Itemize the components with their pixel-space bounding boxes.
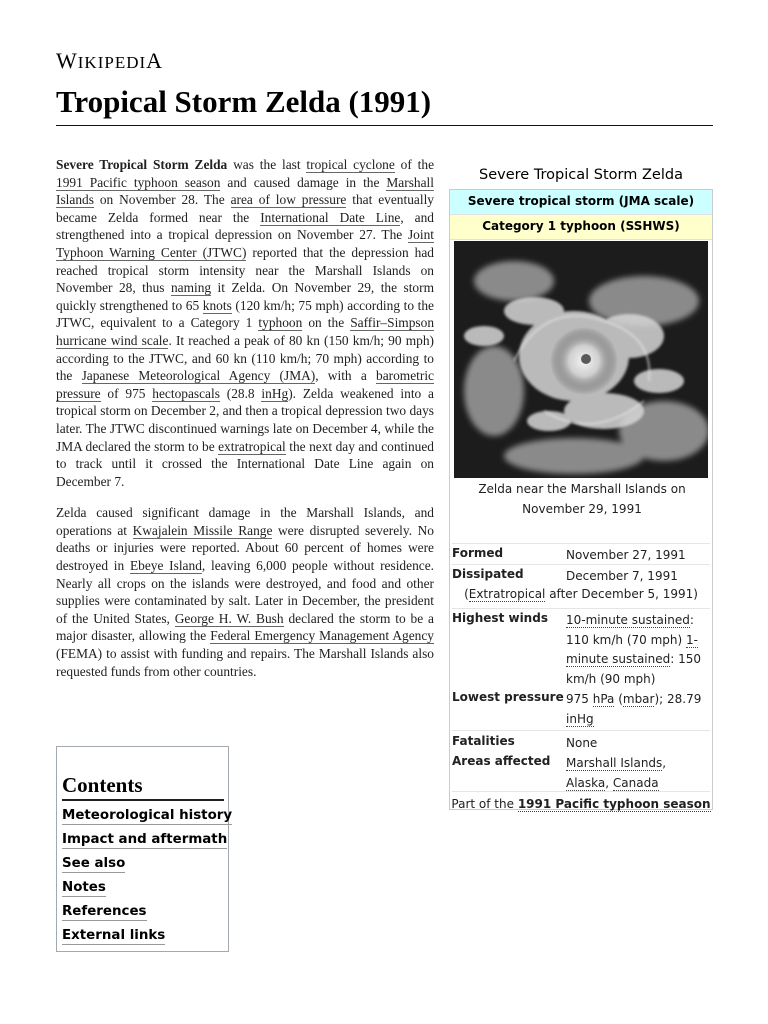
inline-link[interactable]: barometric pressure	[56, 368, 434, 401]
inline-link[interactable]: Extratropical	[468, 587, 546, 601]
infobox-season-footer	[450, 795, 712, 814]
storm-satellite-image[interactable]	[454, 241, 708, 478]
highest-winds-label: Highest winds	[452, 611, 548, 625]
inline-link[interactable]: Saffir–Simpson hurricane wind scale	[56, 315, 435, 348]
text-run: (	[464, 587, 469, 601]
wikipedia-wordmark[interactable]: WIKIPEDIA	[56, 48, 164, 73]
text-run: the next day and continued to track until it crossed the International Date Line again on December 7.	[56, 438, 434, 489]
inline-link[interactable]: 1991 Pacific typhoon season	[517, 797, 711, 811]
infobox-body	[449, 189, 713, 810]
toc-title: Contents	[62, 773, 143, 797]
text-run: , leaving 6,000 people without residence. Nearly all crops on the islands were destroyed, and food and other supplies were contaminated by salt. Later in December, the president of the United States,	[56, 558, 434, 626]
areas-affected-value	[566, 754, 710, 793]
text-run: of the	[394, 157, 435, 172]
satellite-image-svg	[454, 241, 708, 478]
inline-link[interactable]: hectopascals	[152, 385, 220, 401]
text-run: Zelda caused significant damage in the Marshall Islands, and operations at	[56, 505, 434, 538]
toc-item-external-links[interactable]: External links	[62, 928, 166, 943]
toc-item-notes[interactable]: Notes	[62, 880, 106, 895]
toc-item-impact-and-aftermath[interactable]: Impact and aftermath	[62, 832, 228, 847]
text-run: and caused damage in the	[220, 174, 387, 190]
toc-item-references[interactable]: References	[62, 904, 147, 919]
table-of-contents	[56, 746, 233, 952]
infobox-caption: Severe Tropical Storm Zelda	[479, 167, 683, 183]
lead-paragraph	[56, 156, 434, 490]
fatalities-value: None	[566, 736, 598, 750]
text-run: (FEMA) to assist with funding and repairs. The Marshall Islands also requested funds from other countries.	[56, 646, 434, 679]
infobox-separator	[452, 608, 710, 609]
impact-paragraph	[56, 504, 434, 680]
inline-link[interactable]: Canada	[612, 775, 659, 790]
text-run: declared the storm to be a major disaster, allowing the	[56, 610, 434, 644]
inline-link[interactable]: Alaska	[566, 775, 606, 790]
inline-link[interactable]: Marshall Islands	[56, 174, 434, 208]
text-run: . It reached a peak of 80 kn (150 km/h; 90 mph) according to the JTWC, and 60 kn (110 km/h; 70 mph) according to the	[56, 332, 434, 384]
text-run: ,	[662, 756, 667, 770]
formed-value: November 27, 1991	[566, 548, 686, 562]
infobox-separator	[452, 543, 710, 544]
infobox-separator	[452, 730, 710, 731]
inline-link[interactable]: inHg	[566, 711, 594, 726]
inline-link[interactable]: naming	[170, 280, 212, 296]
sshws-scale-band[interactable]: Category 1 typhoon (SSHWS)	[450, 215, 712, 240]
text-run: were disrupted severely. No deaths or injuries were reported. About 60 percent of homes were destroyed in	[56, 522, 434, 574]
inline-link[interactable]: Kwajalein Missile Range	[132, 522, 273, 538]
text-run: reported that the depression had reached tropical storm intensity near the Marshall Islands on November 28, thus	[56, 244, 434, 296]
text-run: : 110 km/h (70 mph)	[566, 613, 694, 647]
inline-link[interactable]: extratropical	[218, 438, 286, 454]
text-run: : 150 km/h (90 mph)	[566, 652, 702, 686]
text-run: (	[614, 692, 623, 706]
inline-link[interactable]: inHg	[261, 385, 289, 401]
inline-link[interactable]: 1-minute sustained	[566, 632, 698, 666]
highest-winds-value	[566, 611, 710, 689]
inline-link[interactable]: 1991 Pacific typhoon season	[56, 174, 221, 190]
toc-item-see-also[interactable]: See also	[62, 856, 126, 871]
storm-infobox	[449, 163, 713, 810]
infobox-separator	[452, 791, 710, 792]
page-title: Tropical Storm Zelda (1991)	[56, 84, 432, 119]
text-run: on the	[302, 315, 351, 331]
image-caption: Zelda near the Marshall Islands on November 29, 1991	[478, 482, 686, 516]
inline-link[interactable]: Japanese Meteorological Agency (JMA)	[81, 368, 316, 384]
dissipated-value: December 7, 1991	[566, 569, 678, 583]
inline-link[interactable]: International Date Line	[260, 209, 401, 225]
article-body	[56, 156, 434, 694]
text-run: after December 5, 1991)	[545, 587, 698, 601]
text-run: ,	[605, 775, 613, 790]
inline-link[interactable]: Marshall Islands	[566, 756, 663, 770]
inline-link[interactable]: 10-minute sustained	[566, 613, 690, 627]
jma-scale-band[interactable]: Severe tropical storm (JMA scale)	[450, 190, 712, 215]
inline-link[interactable]: typhoon	[258, 315, 303, 331]
text-run: , with a	[315, 368, 376, 384]
bold-term: Severe Tropical Storm Zelda	[56, 157, 228, 172]
text-run: ). Zelda weakened into a tropical storm on December 2, and then a tropical depression two days later. The JTWC discontinued warnings late on December 4, while the JMA declared the storm to be	[56, 385, 434, 454]
inline-link[interactable]: Federal Emergency Management Agency	[210, 628, 434, 644]
inline-link[interactable]: Ebeye Island	[129, 558, 202, 574]
toc-divider	[62, 799, 224, 801]
fatalities-label: Fatalities	[452, 734, 515, 748]
toc-item-meteorological-history[interactable]: Meteorological history	[62, 808, 233, 823]
inline-link[interactable]: hPa	[592, 692, 615, 706]
text-run: , and strengthened into a tropical depression on November 27. The	[56, 209, 434, 243]
text-run: on November 28. The	[93, 192, 231, 208]
formed-label: Formed	[452, 546, 504, 560]
inline-link[interactable]: tropical cyclone	[306, 157, 395, 172]
inline-link[interactable]: mbar	[622, 692, 655, 706]
text-run: was the last	[227, 157, 307, 172]
text-run: of 975	[100, 385, 153, 401]
inline-link[interactable]: Joint Typhoon Warning Center (JTWC)	[56, 227, 434, 260]
text-run: Part of the	[451, 797, 518, 811]
infobox-separator	[452, 564, 710, 565]
text-run: (120 km/h; 75 mph) according to the JTWC, equivalent to a Category 1	[56, 297, 435, 331]
text-run: that eventually became Zelda formed near the	[56, 192, 434, 225]
areas-affected-label: Areas affected	[452, 754, 551, 768]
extratropical-row	[450, 587, 712, 601]
dissipated-label: Dissipated	[452, 567, 524, 581]
inline-link[interactable]: knots	[202, 297, 232, 313]
text-run: 975	[566, 692, 593, 706]
title-divider	[56, 125, 713, 126]
text-run: it Zelda. On November 29, the storm quickly strengthened to 65	[56, 280, 435, 313]
inline-link[interactable]: area of low pressure	[230, 192, 347, 208]
inline-link[interactable]: George H. W. Bush	[174, 610, 284, 626]
text-run: (28.8	[219, 385, 262, 401]
lowest-pressure-label: Lowest pressure	[452, 690, 564, 704]
text-run: ); 28.79	[654, 692, 702, 706]
lowest-pressure-value	[566, 690, 710, 729]
